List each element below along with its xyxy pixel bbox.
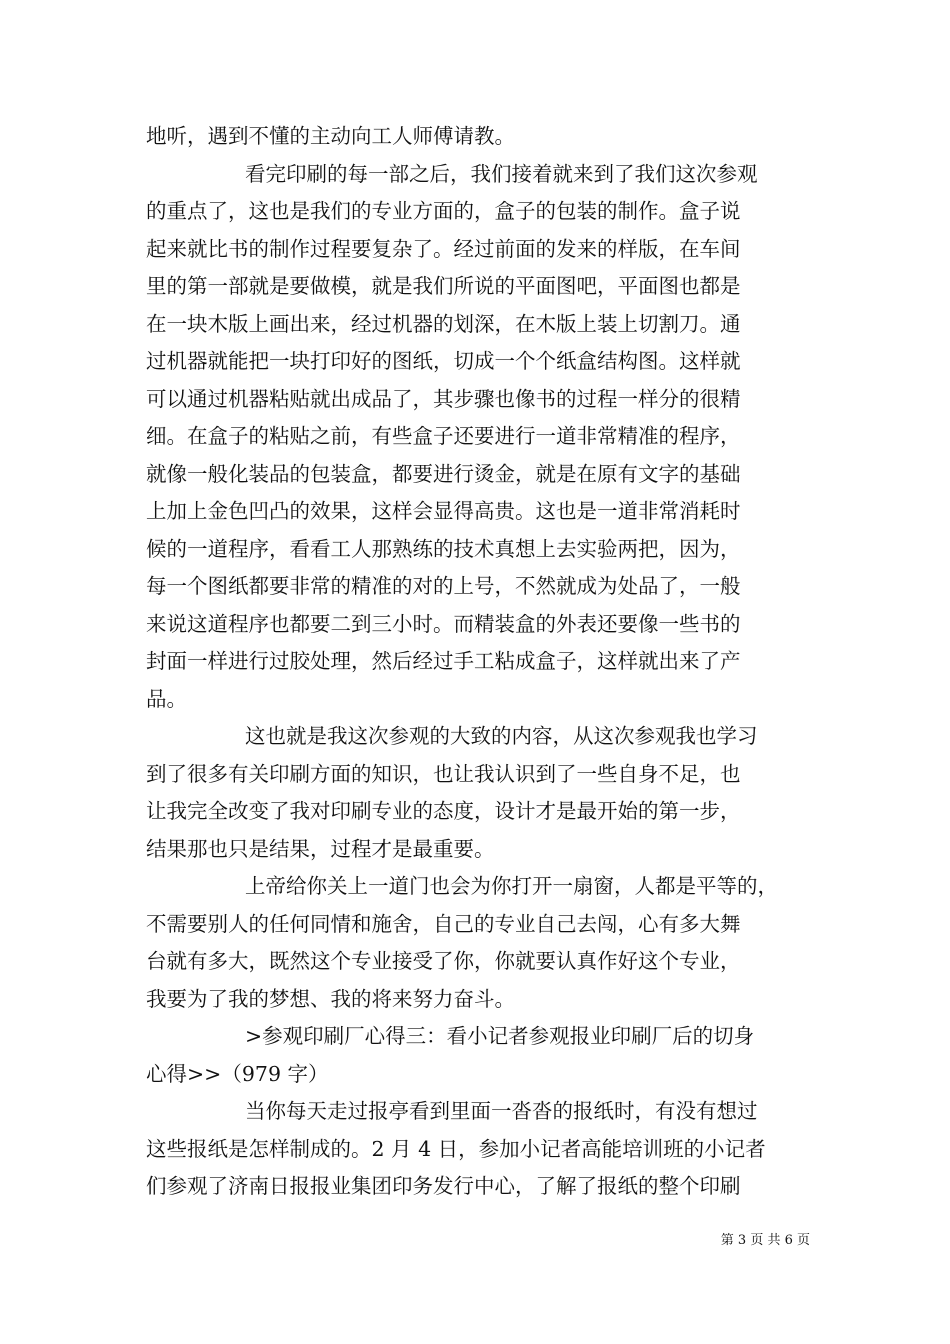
text-line: 来说这道程序也都要二到三小时。而精装盒的外表还要像一些书的 <box>146 611 741 636</box>
text-line: 里的第一部就是要做模，就是我们所说的平面图吧，平面图也都是 <box>146 274 741 298</box>
text-line: 我要为了我的梦想、我的将来努力奋斗。 <box>146 986 515 1011</box>
text-line: 封面一样进行过胶处理，然后经过手工粘成盒子，这样就出来了产 <box>146 649 741 673</box>
text-line: 候的一道程序，看看工人那熟练的技术真想上去实验两把，因为， <box>146 536 741 561</box>
text-line: 不需要别人的任何同情和施舍，自己的专业自己去闯，心有多大舞 <box>146 911 741 936</box>
paragraph-start-line: 上帝给你关上一道门也会为你打开一扇窗，人都是平等的， <box>245 874 778 898</box>
paragraph-start-line: 这也就是我这次参观的大致的内容，从这次参观我也学习 <box>245 724 758 748</box>
section-heading-line: >参观印刷厂心得三：看小记者参观报业印刷厂后的切身 <box>245 1024 755 1048</box>
text-line: 台就有多大，既然这个专业接受了你，你就要认真作好这个专业， <box>146 949 741 973</box>
text-line: 们参观了济南日报报业集团印务发行中心，了解了报纸的整个印刷 <box>146 1174 741 1198</box>
text-line: 细。在盒子的粘贴之前，有些盒子还要进行一道非常精准的程序， <box>146 424 741 448</box>
text-line: 可以通过机器粘贴就出成品了，其步骤也像书的过程一样分的很精 <box>146 386 741 411</box>
text-line: 品。 <box>146 686 187 711</box>
text-line: 每一个图纸都要非常的精准的对的上号，不然就成为处品了，一般 <box>146 574 741 598</box>
text-line: 过机器就能把一块打印好的图纸，切成一个个纸盒结构图。这样就 <box>146 349 741 373</box>
text-line: 在一块木版上画出来，经过机器的划深，在木版上装上切割刀。通 <box>146 311 741 336</box>
text-line: 这些报纸是怎样制成的。2 月 4 日，参加小记者高能培训班的小记者 <box>146 1136 766 1161</box>
page-number: 第 3 页 共 6 页 <box>720 1233 810 1248</box>
text-line: 起来就比书的制作过程要复杂了。经过前面的发来的样版，在车间 <box>146 236 741 261</box>
text-line: 上加上金色凹凸的效果，这样会显得高贵。这也是一道非常消耗时 <box>146 499 741 523</box>
section-heading-line: 心得>>（979 字） <box>146 1061 329 1086</box>
text-line: 地听，遇到不懂的主动向工人师傅请教。 <box>146 124 515 148</box>
body-text <box>146 118 810 1206</box>
text-line: 到了很多有关印刷方面的知识，也让我认识到了一些自身不足，也 <box>146 761 741 786</box>
text-line: 的重点了，这也是我们的专业方面的，盒子的包装的制作。盒子说 <box>146 199 741 223</box>
text-line: 结果那也只是结果，过程才是最重要。 <box>146 836 495 861</box>
text-line: 就像一般化装品的包装盒，都要进行烫金，就是在原有文字的基础 <box>146 461 741 486</box>
paragraph-start-line: 当你每天走过报亭看到里面一沓沓的报纸时，有没有想过 <box>245 1099 758 1123</box>
paragraph-start-line: 看完印刷的每一部之后，我们接着就来到了我们这次参观 <box>245 161 758 186</box>
text-line: 让我完全改变了我对印刷专业的态度，设计才是最开始的第一步， <box>146 799 741 823</box>
